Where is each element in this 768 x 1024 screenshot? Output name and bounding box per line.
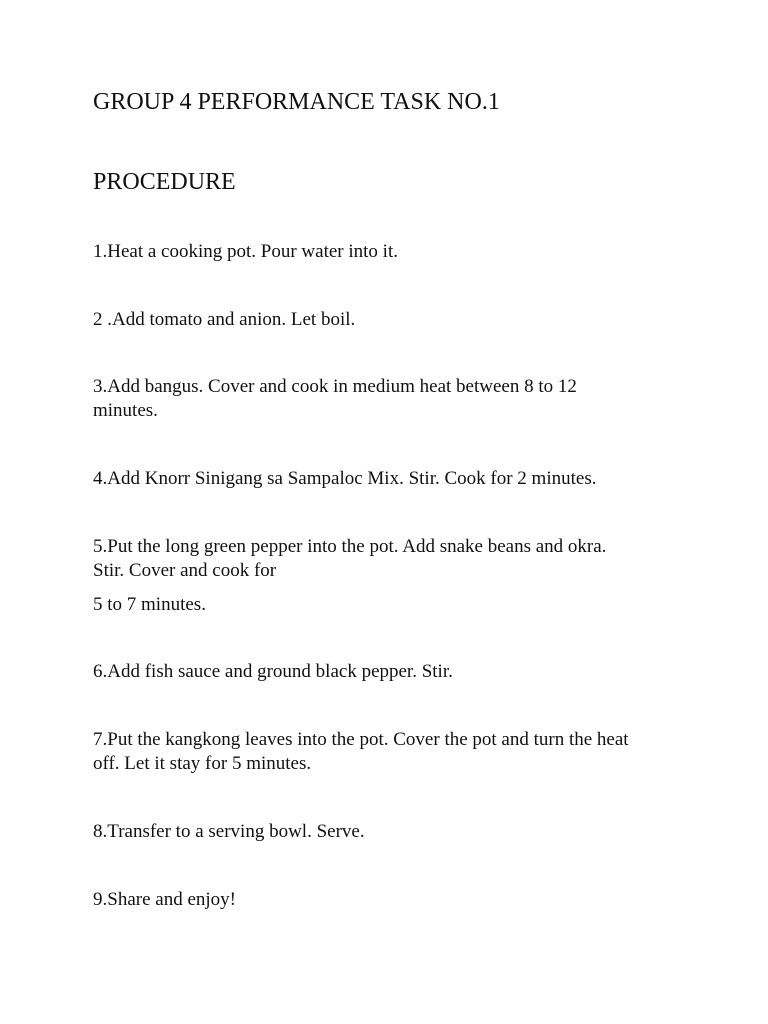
step-3 [93, 375, 693, 423]
step-1 [93, 240, 693, 264]
step-line: 3.Add bangus. Cover and cook in medium heat between 8 to 12 [93, 376, 577, 397]
step-5-continued [93, 593, 693, 617]
step-2 [93, 308, 693, 332]
section-heading: PROCEDURE [93, 169, 236, 195]
step-5 [93, 535, 693, 583]
step-line: Stir. Cover and cook for [93, 560, 277, 581]
step-8 [93, 820, 693, 844]
step-6 [93, 660, 693, 684]
document-title: GROUP 4 PERFORMANCE TASK NO.1 [93, 89, 500, 115]
step-line: 9.Share and enjoy! [93, 889, 236, 910]
step-7 [93, 728, 693, 776]
step-9 [93, 888, 693, 912]
step-line: 2 .Add tomato and anion. Let boil. [93, 309, 356, 330]
step-line: 8.Transfer to a serving bowl. Serve. [93, 821, 365, 842]
step-4 [93, 467, 693, 491]
step-line: 6.Add fish sauce and ground black pepper. Stir. [93, 661, 453, 682]
step-line: off. Let it stay for 5 minutes. [93, 753, 312, 774]
step-line: 4.Add Knorr Sinigang sa Sampaloc Mix. Stir. Cook for 2 minutes. [93, 468, 597, 489]
step-line: minutes. [93, 400, 158, 421]
step-line: 1.Heat a cooking pot. Pour water into it. [93, 241, 398, 262]
step-line: 7.Put the kangkong leaves into the pot. Cover the pot and turn the heat [93, 729, 629, 750]
step-line: 5 to 7 minutes. [93, 594, 206, 615]
step-line: 5.Put the long green pepper into the pot. Add snake beans and okra. [93, 536, 607, 557]
